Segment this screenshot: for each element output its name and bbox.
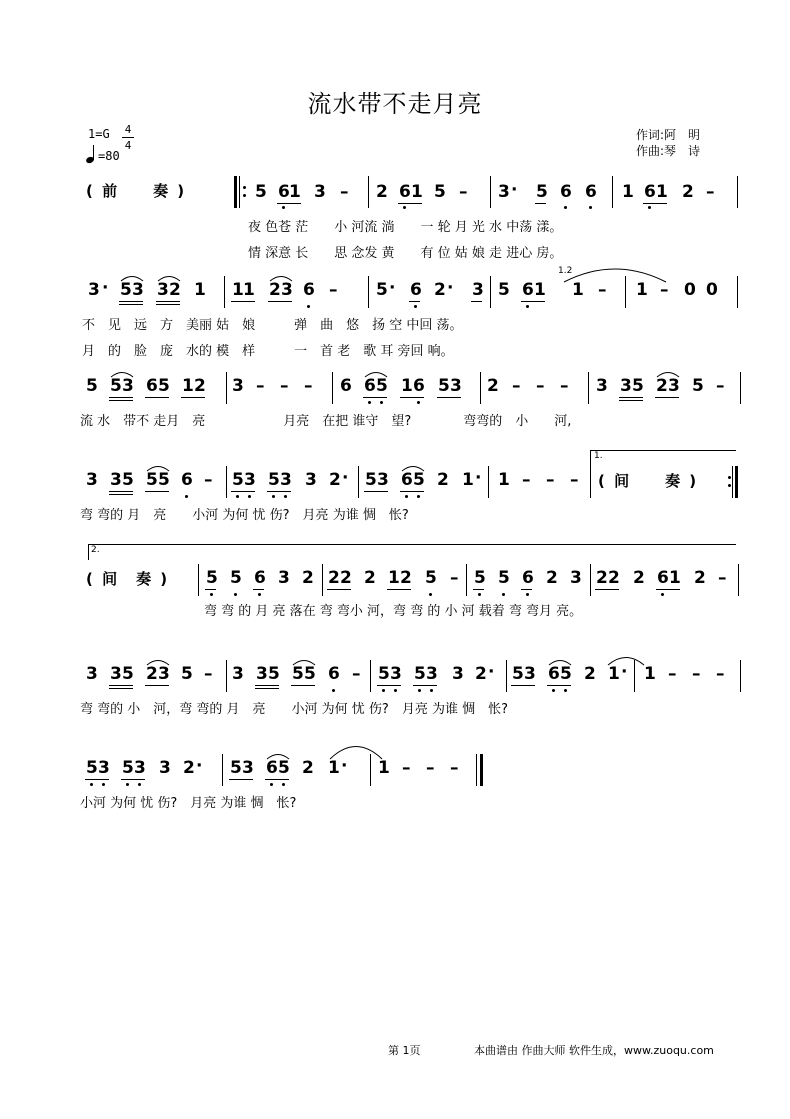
score-row-4: 3 3 5 5 5 6 – 5 3 5 3 3 2 · 5 3 6 5 2 1 · 1 – – – 1. ( 间 奏 ) [0, 466, 790, 506]
score-row-2: 3 · 5 3 3 2 1 1 1 2 3 6 – 5 · 6 2 · 3 5 6 1 1.2 1 – 1 – 0 0 [0, 276, 790, 316]
lyric-row4: 弯 弯的 月 亮 小河 为何 忧 伤? 月亮 为谁 惆 怅? [80, 508, 409, 523]
volta-1-label: 1. [594, 451, 603, 461]
time-signature-top: 4 [124, 123, 132, 136]
lyric-row5: 弯 弯 的 月 亮 落在 弯 弯小 河，弯 弯 的 小 河 载着 弯 弯月 亮。 [204, 604, 583, 619]
score-row-6: 3 3 5 2 3 5 – 3 3 5 5 5 6 – 5 3 5 3 3 2 · 5 3 6 5 2 1 · 1 – – – [0, 660, 790, 700]
song-title: 流水带不走月亮 [307, 90, 483, 118]
page-number: 第 1页 [388, 1044, 421, 1057]
score-row-1: ( 前 奏 ) 5 6 1 3 – 2 6 1 5 – 3 · 5 6 6 1 6 1 2 – [0, 176, 790, 216]
lyric-verse2-row2: 月 的 脸 庞 水的 模 样 一 首 老 歌 耳 旁回 响。 [82, 344, 454, 359]
key-signature: 1=G [88, 127, 110, 141]
lyric-verse2-row1: 情 深意 长 思 念发 黄 有 位 姑 娘 走 进心 房。 [248, 246, 563, 261]
interlude-label-1: ( 间 奏 ) [598, 472, 699, 490]
composer: 作曲:琴 诗 [636, 144, 701, 158]
credits [636, 127, 700, 159]
prelude-label: ( 前 奏 ) [86, 182, 187, 200]
tempo-value: =80 [98, 149, 120, 163]
score-row-3: 5 5 3 6 5 1 2 3 – – – 6 6 5 1 6 5 3 2 – – – 3 3 5 2 3 5 – [0, 372, 790, 412]
volta-1-2-label: 1.2 [558, 266, 573, 276]
lyricist: 作词:阿 明 [636, 128, 701, 142]
time-signature-bottom: 4 [124, 139, 132, 152]
tempo-marking [86, 145, 120, 163]
time-signature [122, 122, 134, 153]
generator-credit: 本曲谱由 作曲大师 软件生成，www.zuoqu.com [474, 1044, 714, 1057]
lyric-verse1-row1: 夜 色苍 茫 小 河流 淌 一 轮 月 光 水 中荡 漾。 [248, 220, 563, 235]
score-row-5: 2. ( 间 奏 ) 5 5 6 3 2 2 2 2 1 2 5 – 5 5 6 2 3 2 2 2 6 1 2 – [0, 564, 790, 604]
quarter-note-icon [86, 145, 96, 163]
volta-2-label: 2. [91, 545, 100, 555]
lyric-row7: 小河 为何 忧 伤? 月亮 为谁 惆 怅? [80, 796, 297, 811]
interlude-label-2: ( 间 奏 ) [86, 570, 170, 588]
lyric-row6: 弯 弯的 小 河，弯 弯的 月 亮 小河 为何 忧 伤? 月亮 为谁 惆 怅? [80, 702, 508, 717]
lyric-verse1-row2: 不 见 远 方 美丽 姑 娘 弹 曲 悠 扬 空 中回 荡。 [82, 318, 463, 333]
score-row-7: 5 3 5 3 3 2 · 5 3 6 5 2 1 · 1 – – – [0, 754, 790, 794]
lyric-row3: 流 水 带不 走月 亮 月亮 在把 谁守 望? 弯弯的 小 河, [80, 414, 572, 429]
